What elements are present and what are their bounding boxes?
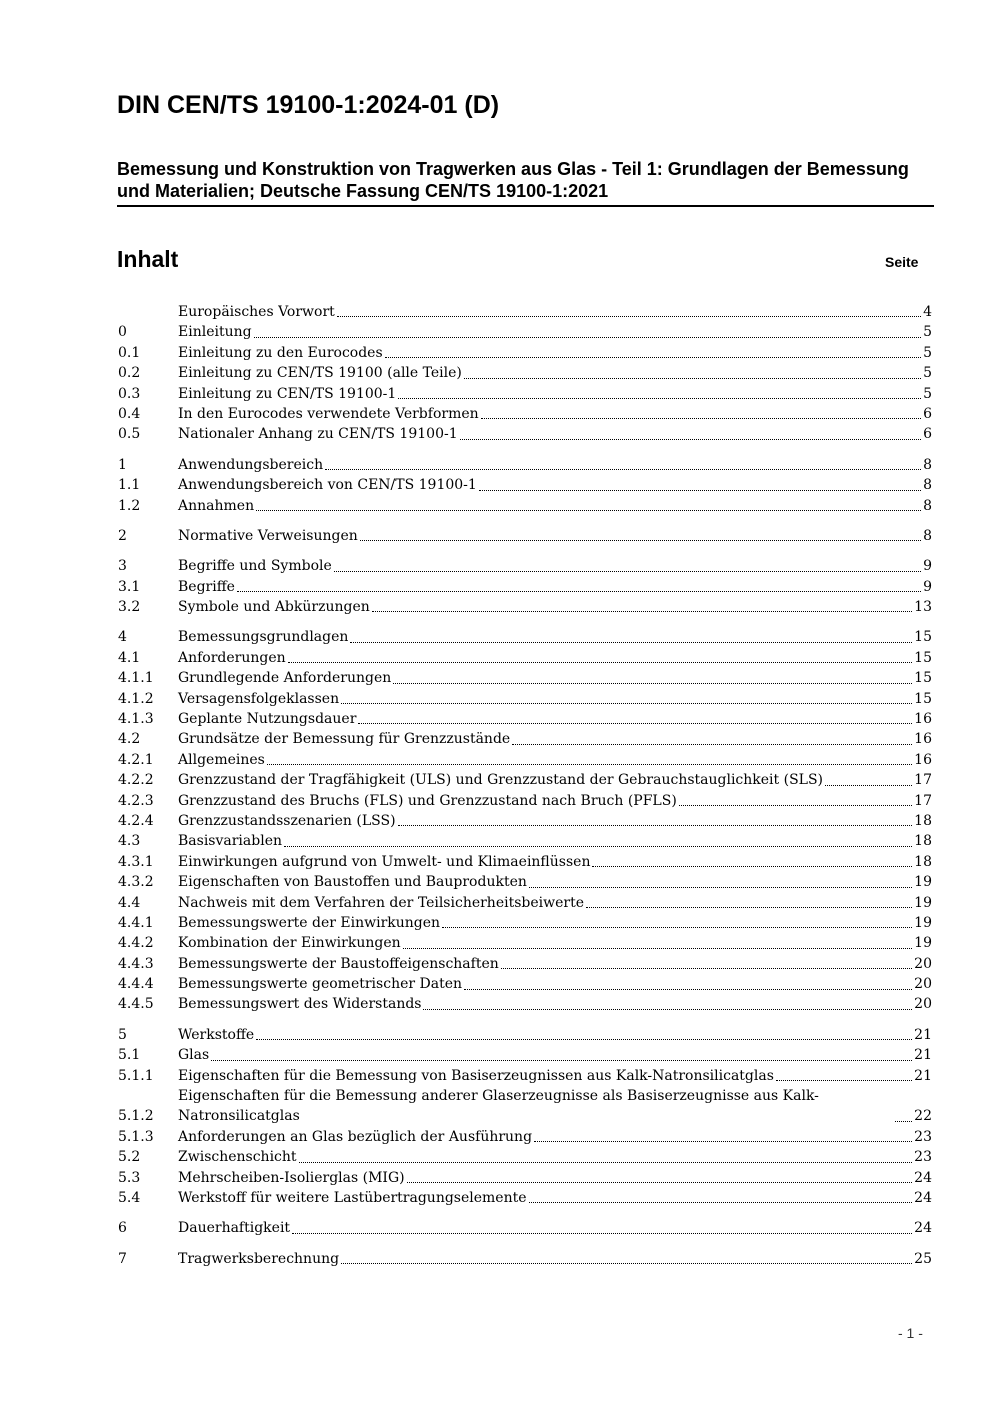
toc-entry-page: 9	[923, 578, 932, 595]
toc-entry-number: 4.4.1	[118, 914, 154, 931]
toc-entry-number: 1.2	[118, 497, 141, 514]
toc-entry-number: 5.1.1	[118, 1067, 154, 1084]
toc-entry-title: Nationaler Anhang zu CEN/TS 19100-1	[178, 426, 458, 443]
toc-entry[interactable]	[118, 1086, 932, 1127]
toc-entry-title: Anforderungen	[178, 649, 286, 666]
toc-entry-title: Einleitung	[178, 324, 252, 341]
dot-leader	[360, 540, 921, 541]
dot-leader	[267, 764, 912, 765]
toc-entry-number: 4.4.3	[118, 955, 154, 972]
toc-entry[interactable]	[118, 668, 932, 688]
toc-entry-page: 24	[914, 1190, 932, 1207]
toc-entry[interactable]	[118, 974, 932, 994]
toc-entry[interactable]	[118, 496, 932, 516]
toc-entry-number: 4.4	[118, 894, 141, 911]
toc-entry[interactable]	[118, 455, 932, 475]
dot-leader	[586, 907, 912, 908]
toc-entry-number: 4.1.3	[118, 711, 154, 728]
toc-entry-page: 18	[914, 833, 932, 850]
toc-entry-title: Bemessungsgrundlagen	[178, 629, 349, 646]
toc-entry-number: 5.1.3	[118, 1128, 154, 1145]
toc-entry-title: Grenzzustand der Tragfähigkeit (ULS) und Grenzzustand der Gebrauchstauglichkeit (SLS)	[178, 772, 824, 789]
page-column-label: Seite	[885, 254, 919, 270]
toc-entry[interactable]	[118, 384, 932, 404]
dot-leader	[299, 1162, 913, 1163]
toc-entry-number: 4.1.1	[118, 670, 154, 687]
toc-entry[interactable]	[118, 1168, 932, 1188]
toc-entry-number: 6	[118, 1220, 127, 1237]
toc-entry-title: Einleitung zu CEN/TS 19100-1	[178, 385, 397, 402]
toc-entry-page: 13	[914, 599, 932, 616]
toc-entry[interactable]	[118, 689, 932, 709]
toc-entry-title: Einwirkungen aufgrund von Umwelt- und Klimaeinflüssen	[178, 853, 591, 870]
page-number: - 1 -	[898, 1325, 923, 1341]
toc-entry-number: 3.2	[118, 599, 141, 616]
dot-leader	[393, 683, 912, 684]
toc-entry-page: 19	[914, 874, 932, 891]
toc-entry-title: Bemessungswerte geometrischer Daten	[178, 976, 463, 993]
dot-leader	[529, 1202, 913, 1203]
dot-leader	[679, 805, 912, 806]
toc-entry-title: Werkstoffe	[178, 1026, 255, 1043]
toc-entry[interactable]	[118, 322, 932, 342]
dot-leader	[350, 642, 912, 643]
dot-leader	[481, 418, 921, 419]
dot-leader	[211, 1060, 912, 1061]
toc-entry-page: 8	[923, 497, 932, 514]
toc-entry-number: 4.2	[118, 731, 141, 748]
dot-leader	[372, 611, 912, 612]
toc-entry[interactable]	[118, 1147, 932, 1167]
toc-entry-number: 7	[118, 1250, 127, 1267]
toc-entry-title: Symbole und Abkürzungen	[178, 599, 370, 616]
toc-entry[interactable]	[118, 556, 932, 576]
toc-entry-number: 3.1	[118, 578, 141, 595]
toc-entry-page: 19	[914, 914, 932, 931]
toc-entry-title: Kombination der Einwirkungen	[178, 935, 401, 952]
toc-entry-title: Einleitung zu den Eurocodes	[178, 344, 383, 361]
toc-entry-number: 3	[118, 558, 127, 575]
dot-leader	[442, 927, 912, 928]
toc-entry[interactable]	[118, 1045, 932, 1065]
toc-entry-page: 21	[914, 1026, 932, 1043]
toc-entry-page: 20	[914, 955, 932, 972]
dot-leader	[334, 571, 921, 572]
toc-entry-number: 4.2.2	[118, 772, 154, 789]
toc-entry-page: 8	[923, 527, 932, 544]
toc-entry-title: Eigenschaften für die Bemessung anderer Glaserzeugnisse als Basiserzeugnisse aus Kalk-Natronsilicatglas	[178, 1088, 819, 1125]
toc-entry-title: Eigenschaften für die Bemessung von Basiserzeugnissen aus Kalk-Natronsilicatglas	[178, 1067, 774, 1084]
dot-leader	[337, 316, 921, 317]
toc-entry-title: Anforderungen an Glas bezüglich der Ausführung	[178, 1128, 533, 1145]
toc-entry-page: 16	[914, 731, 932, 748]
toc-entry-number: 0.5	[118, 426, 141, 443]
document-subtitle: Bemessung und Konstruktion von Tragwerken aus Glas - Teil 1: Grundlagen der Bemessung und Materialien; Deutsche Fassung CEN/TS 19100-1:2021	[117, 159, 909, 201]
toc-entry-number: 5	[118, 1026, 127, 1043]
toc-entry-title: Anwendungsbereich von CEN/TS 19100-1	[178, 477, 477, 494]
toc-entry[interactable]	[118, 404, 932, 424]
dot-leader	[512, 744, 912, 745]
toc-entry-page: 15	[914, 629, 932, 646]
toc-entry-number: 4.1.2	[118, 690, 154, 707]
toc-entry-page: 22	[914, 1108, 932, 1125]
toc-entry-title: Nachweis mit dem Verfahren der Teilsicherheitsbeiwerte	[178, 894, 584, 911]
toc-entry[interactable]	[118, 852, 932, 872]
toc-entry-title: Begriffe und Symbole	[178, 558, 332, 575]
toc-entry[interactable]	[118, 475, 932, 495]
toc-entry-page: 19	[914, 935, 932, 952]
dot-leader	[398, 398, 921, 399]
toc-entry-page: 19	[914, 894, 932, 911]
toc-entry-number: 4.2.1	[118, 751, 154, 768]
toc-entry-title: Grenzzustandsszenarien (LSS)	[178, 812, 396, 829]
toc-entry-title: Bemessungswert des Widerstands	[178, 996, 422, 1013]
toc-entry-page: 18	[914, 812, 932, 829]
toc-entry[interactable]	[118, 872, 932, 892]
toc-entry-page: 16	[914, 751, 932, 768]
toc-entry-page: 16	[914, 711, 932, 728]
toc-entry[interactable]	[118, 1188, 932, 1208]
toc-entry-page: 5	[923, 344, 932, 361]
toc-entry-title: Versagensfolgeklassen	[178, 690, 340, 707]
dot-leader	[895, 1121, 912, 1122]
toc-entry-number: 0.2	[118, 365, 141, 382]
toc-entry-page: 24	[914, 1169, 932, 1186]
toc-entry-page: 17	[914, 772, 932, 789]
dot-leader	[256, 510, 921, 511]
toc-entry-title: Zwischenschicht	[178, 1149, 297, 1166]
toc-entry-title: In den Eurocodes verwendete Verbformen	[178, 405, 479, 422]
toc-entry-title: Mehrscheiben-Isolierglas (MIG)	[178, 1169, 405, 1186]
toc-entry-number: 0.4	[118, 405, 141, 422]
toc-entry-number: 4.4.5	[118, 996, 154, 1013]
toc-entry-title: Glas	[178, 1047, 210, 1064]
toc-entry[interactable]	[118, 1249, 932, 1269]
toc-entry-page: 21	[914, 1047, 932, 1064]
toc-entry-page: 20	[914, 996, 932, 1013]
toc-entry[interactable]	[118, 526, 932, 546]
toc-entry-number: 5.2	[118, 1149, 141, 1166]
toc-entry-title: Werkstoff für weitere Lastübertragungselemente	[178, 1190, 527, 1207]
toc-entry-number: 4	[118, 629, 127, 646]
toc-entry[interactable]	[118, 791, 932, 811]
toc-entry-page: 15	[914, 649, 932, 666]
dot-leader	[325, 469, 921, 470]
toc-entry[interactable]	[118, 995, 932, 1015]
toc-entry[interactable]	[118, 302, 932, 322]
toc-entry-number: 4.1	[118, 649, 141, 666]
toc-entry-title: Bemessungswerte der Baustoffeigenschaften	[178, 955, 499, 972]
toc-entry-title: Bemessungswerte der Einwirkungen	[178, 914, 441, 931]
toc-entry-page: 5	[923, 324, 932, 341]
toc-entry-page: 18	[914, 853, 932, 870]
toc-entry-number: 5.1.2	[118, 1108, 154, 1125]
dot-leader	[341, 703, 912, 704]
table-of-contents	[118, 302, 932, 1269]
toc-entry[interactable]	[118, 1218, 932, 1238]
dot-leader	[534, 1141, 912, 1142]
toc-entry-number: 4.3.1	[118, 853, 154, 870]
toc-entry-title: Allgemeines	[178, 751, 265, 768]
dot-leader	[529, 887, 912, 888]
dot-leader	[592, 866, 912, 867]
toc-entry-title: Dauerhaftigkeit	[178, 1220, 291, 1237]
dot-leader	[825, 785, 912, 786]
toc-entry[interactable]	[118, 913, 932, 933]
toc-entry-title: Grundlegende Anforderungen	[178, 670, 392, 687]
toc-entry-title: Europäisches Vorwort	[178, 303, 335, 320]
toc-entry-page: 8	[923, 477, 932, 494]
toc-entry[interactable]	[118, 627, 932, 647]
toc-entry-page: 21	[914, 1067, 932, 1084]
toc-entry[interactable]	[118, 729, 932, 749]
toc-entry[interactable]	[118, 424, 932, 444]
toc-heading: Inhalt	[117, 246, 179, 272]
toc-entry-page: 5	[923, 385, 932, 402]
dot-leader	[460, 439, 921, 440]
toc-entry-page: 17	[914, 792, 932, 809]
toc-entry-page: 20	[914, 976, 932, 993]
toc-entry[interactable]	[118, 770, 932, 790]
toc-entry-page: 24	[914, 1220, 932, 1237]
dot-leader	[501, 968, 912, 969]
toc-entry-number: 0	[118, 324, 127, 341]
toc-entry-page: 4	[923, 303, 932, 320]
toc-entry-title: Grundsätze der Bemessung für Grenzzustände	[178, 731, 511, 748]
toc-entry-title: Eigenschaften von Baustoffen und Bauprodukten	[178, 874, 527, 891]
toc-entry-number: 4.2.4	[118, 812, 154, 829]
toc-entry[interactable]	[118, 648, 932, 668]
toc-entry[interactable]	[118, 1066, 932, 1086]
toc-entry[interactable]	[118, 811, 932, 831]
dot-leader	[284, 846, 912, 847]
dot-leader	[398, 825, 913, 826]
dot-leader	[254, 337, 922, 338]
toc-entry-number: 0.1	[118, 344, 141, 361]
toc-entry-title: Normative Verweisungen	[178, 527, 358, 544]
toc-entry-number: 1	[118, 456, 127, 473]
toc-entry[interactable]	[118, 597, 932, 617]
toc-entry[interactable]	[118, 1025, 932, 1045]
toc-entry-title: Anwendungsbereich	[178, 456, 324, 473]
toc-entry-title: Basisvariablen	[178, 833, 282, 850]
toc-entry-title: Einleitung zu CEN/TS 19100 (alle Teile)	[178, 365, 462, 382]
toc-entry-title: Begriffe	[178, 578, 235, 595]
toc-entry-page: 15	[914, 690, 932, 707]
toc-entry-number: 0.3	[118, 385, 141, 402]
dot-leader	[423, 1009, 912, 1010]
toc-entry-page: 23	[914, 1128, 932, 1145]
toc-entry-page: 6	[923, 405, 932, 422]
toc-entry-number: 5.4	[118, 1190, 141, 1207]
toc-entry[interactable]	[118, 831, 932, 851]
toc-entry-title: Tragwerksberechnung	[178, 1250, 340, 1267]
dot-leader	[288, 662, 913, 663]
dot-leader	[385, 357, 921, 358]
toc-entry-title: Annahmen	[178, 497, 255, 514]
toc-entry[interactable]	[118, 954, 932, 974]
toc-entry-title: Geplante Nutzungsdauer	[178, 711, 357, 728]
toc-entry-number: 2	[118, 527, 127, 544]
toc-entry[interactable]	[118, 363, 932, 383]
toc-entry-number: 4.3	[118, 833, 141, 850]
toc-entry[interactable]	[118, 577, 932, 597]
toc-entry-number: 5.1	[118, 1047, 141, 1064]
dot-leader	[464, 989, 912, 990]
document-title: DIN CEN/TS 19100-1:2024-01 (D)	[117, 91, 500, 119]
toc-entry-number: 5.3	[118, 1169, 141, 1186]
dot-leader	[407, 1182, 913, 1183]
dot-leader	[237, 591, 921, 592]
toc-entry-page: 9	[923, 558, 932, 575]
toc-entry-number: 1.1	[118, 477, 141, 494]
dot-leader	[479, 490, 921, 491]
toc-entry-page: 6	[923, 426, 932, 443]
toc-entry-page: 25	[914, 1250, 932, 1267]
toc-entry-number: 4.4.2	[118, 935, 154, 952]
dot-leader	[776, 1080, 912, 1081]
toc-entry[interactable]	[118, 893, 932, 913]
toc-entry-page: 23	[914, 1149, 932, 1166]
dot-leader	[464, 378, 921, 379]
dot-leader	[403, 948, 913, 949]
dot-leader	[256, 1039, 912, 1040]
toc-entry[interactable]	[118, 933, 932, 953]
toc-entry[interactable]	[118, 750, 932, 770]
dot-leader	[358, 723, 912, 724]
toc-entry-page: 8	[923, 456, 932, 473]
toc-entry[interactable]	[118, 1127, 932, 1147]
toc-entry[interactable]	[118, 343, 932, 363]
toc-entry-title: Grenzzustand des Bruchs (FLS) und Grenzzustand nach Bruch (PFLS)	[178, 792, 677, 809]
toc-entry-number: 4.2.3	[118, 792, 154, 809]
dot-leader	[292, 1233, 912, 1234]
toc-entry-number: 4.4.4	[118, 976, 154, 993]
toc-entry-page: 15	[914, 670, 932, 687]
title-divider	[117, 205, 934, 207]
toc-entry-number: 4.3.2	[118, 874, 154, 891]
toc-entry[interactable]	[118, 709, 932, 729]
dot-leader	[341, 1263, 912, 1264]
toc-entry-page: 5	[923, 365, 932, 382]
